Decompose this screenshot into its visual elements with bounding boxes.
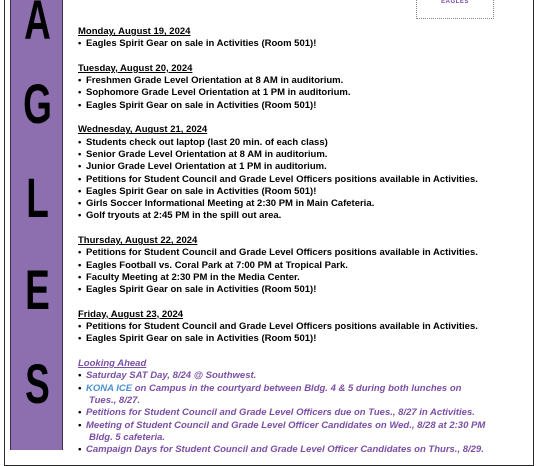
list-item: [78, 284, 528, 296]
list-item: [78, 100, 528, 112]
bullet-icon: •: [78, 148, 82, 160]
day-heading: Friday, August 23, 2024: [78, 308, 184, 320]
bullet-icon: •: [78, 407, 82, 419]
item-text: on Campus in the courtyard between Bldg. 4 & 5 during both lunches on: [132, 382, 462, 394]
item-text: Senior Grade Level Orientation at 8 AM in auditorium.: [86, 148, 328, 160]
item-text: Saturday SAT Day, 8/24 @ Southwest.: [86, 370, 257, 382]
bullet-icon: •: [78, 444, 82, 456]
item-text: Petitions for Student Council and Grade Level Officers due on Tues., 8/27 in Activities.: [86, 407, 475, 419]
looking-ahead-heading: Looking Ahead: [78, 358, 147, 370]
looking-ahead: [78, 358, 528, 456]
logo-text: EAGLES: [441, 0, 469, 5]
list-item: [78, 383, 528, 408]
bullet-icon: •: [78, 419, 82, 431]
list-item: [78, 420, 528, 445]
bullet-icon: •: [78, 321, 82, 333]
day-friday: [78, 309, 528, 346]
bullet-icon: •: [78, 75, 82, 87]
banner-letter-a: A: [24, 0, 51, 51]
banner-letter-e: E: [25, 258, 50, 321]
list-item: [78, 38, 528, 50]
list-item: [78, 75, 528, 87]
bullet-icon: •: [78, 271, 82, 283]
day-heading: Monday, August 19, 2024: [78, 26, 191, 37]
item-text: Petitions for Student Council and Grade Level Officers positions available in Activities.: [86, 247, 478, 259]
list-item: [78, 210, 528, 222]
bullet-icon: •: [78, 185, 82, 197]
day-heading: Thursday, August 22, 2024: [78, 235, 198, 247]
bullet-icon: •: [78, 161, 82, 173]
bullet-icon: •: [78, 333, 82, 345]
item-continuation: Bldg. 5 cafeteria.: [89, 431, 166, 443]
list-item: [78, 333, 528, 345]
bullet-icon: •: [78, 38, 82, 50]
announcements: [78, 26, 528, 456]
item-text: Eagles Spirit Gear on sale in Activities (Room 501)!: [86, 38, 317, 50]
list-item: [78, 321, 528, 333]
list-item: [78, 444, 528, 456]
bullet-icon: •: [78, 87, 82, 99]
day-monday: [78, 26, 528, 51]
item-text: Girls Soccer Informational Meeting at 2:30 PM in Main Cafeteria.: [86, 198, 375, 210]
list-item: [78, 87, 528, 99]
day-thursday: [78, 235, 528, 296]
bullet-icon: •: [78, 382, 82, 394]
item-text: Eagles Spirit Gear on sale in Activities (Room 501)!: [86, 333, 317, 345]
banner-letter-g: G: [23, 72, 52, 135]
day-heading: Wednesday, August 21, 2024: [78, 124, 208, 136]
item-text: Sophomore Grade Level Orientation at 1 PM in auditorium.: [86, 87, 351, 99]
eagles-vertical-banner: [10, 0, 63, 450]
bullet-icon: •: [78, 247, 82, 259]
list-item: [78, 260, 528, 272]
list-item: [78, 407, 528, 419]
item-text: Eagles Spirit Gear on sale in Activities (Room 501)!: [86, 185, 317, 197]
item-text: Faculty Meeting at 2:30 PM in the Media Center.: [86, 271, 300, 283]
banner-letter-l: L: [26, 166, 49, 229]
list-item: [78, 161, 528, 173]
item-text: Petitions for Student Council and Grade Level Officers positions available in Activities.: [86, 321, 478, 333]
list-item: [78, 370, 528, 382]
item-text: Eagles Spirit Gear on sale in Activities (Room 501)!: [86, 99, 317, 111]
bullet-icon: •: [78, 210, 82, 222]
list-item: [78, 272, 528, 284]
list-item: [78, 174, 528, 186]
bullet-icon: •: [78, 284, 82, 296]
bullet-icon: •: [78, 136, 82, 148]
banner-letter-s: S: [25, 352, 50, 415]
item-text: Campaign Days for Student Council and Grade Level Officer Candidates on Thurs., 8/29.: [86, 444, 484, 456]
list-item: [78, 198, 528, 210]
bullet-icon: •: [78, 370, 82, 382]
item-continuation: Tues., 8/27.: [89, 394, 141, 406]
list-item: [78, 137, 528, 149]
bullet-icon: •: [78, 198, 82, 210]
item-text: Petitions for Student Council and Grade Level Officers positions available in Activities.: [86, 173, 478, 185]
day-tuesday: [78, 63, 528, 112]
list-item: [78, 247, 528, 259]
day-wednesday: [78, 124, 528, 222]
bullet-icon: •: [78, 99, 82, 111]
list-item: [78, 149, 528, 161]
list-item: [78, 186, 528, 198]
item-text: Meeting of Student Council and Grade Level Officer Candidates on Wed., 8/28 at 2:30 PM: [86, 419, 486, 431]
item-text: Freshmen Grade Level Orientation at 8 AM in auditorium.: [86, 75, 344, 87]
day-heading: Tuesday, August 20, 2024: [78, 62, 193, 74]
bullet-icon: •: [78, 173, 82, 185]
eagles-logo: [416, 0, 494, 19]
item-text: Golf tryouts at 2:45 PM in the spill out area.: [86, 210, 282, 222]
item-text: Eagles Football vs. Coral Park at 7:00 PM at Tropical Park.: [86, 259, 348, 271]
item-text: Students check out laptop (last 20 min. of each class): [86, 136, 328, 148]
item-text: Junior Grade Level Orientation at 1 PM in auditorium.: [86, 161, 327, 173]
item-text: Eagles Spirit Gear on sale in Activities (Room 501)!: [86, 284, 317, 296]
kona-ice-highlight: KONA ICE: [86, 382, 133, 394]
bullet-icon: •: [78, 259, 82, 271]
